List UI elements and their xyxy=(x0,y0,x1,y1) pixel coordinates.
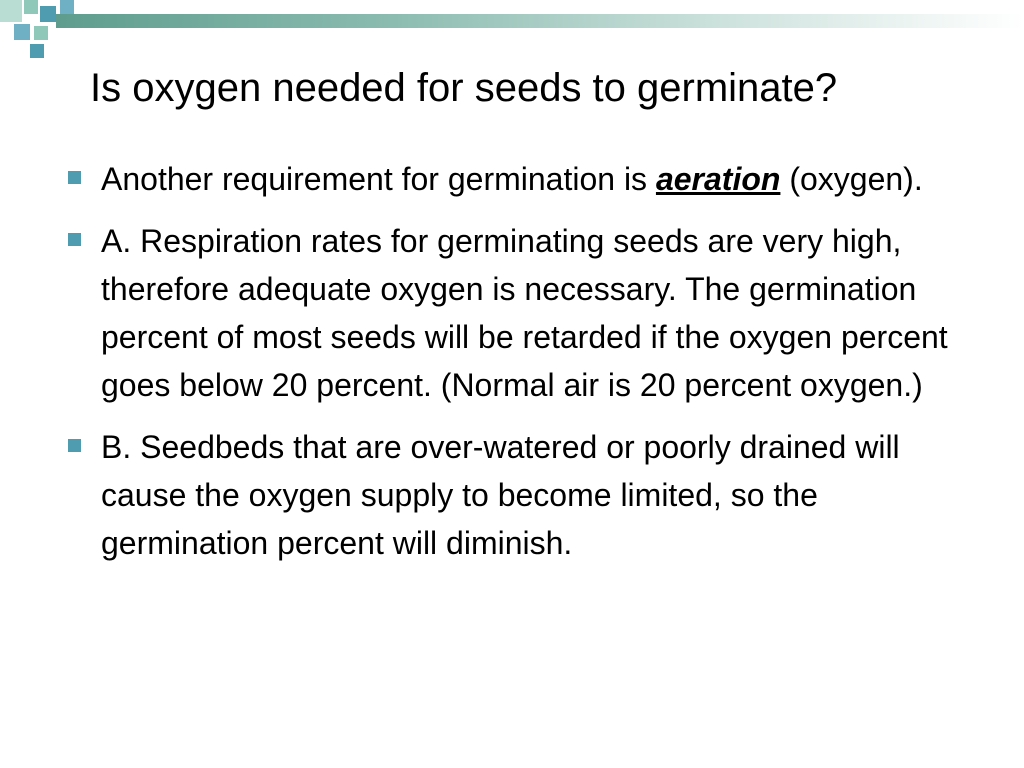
bullet-text: A. Respiration rates for germinating seeds are very high, therefore adequate oxygen is necessary. The germination percent of most seeds will be retarded if the oxygen percent goes below 20 percent. (Normal air is 20 percent oxygen.) xyxy=(101,223,948,403)
square-bullet-icon xyxy=(68,439,81,452)
slide-title: Is oxygen needed for seeds to germinate? xyxy=(90,66,838,110)
emphasized-term: aeration xyxy=(655,161,781,197)
square-bullet-icon xyxy=(68,171,81,184)
decorative-squares-logo xyxy=(0,0,80,62)
logo-square xyxy=(24,0,38,14)
bullet-item xyxy=(66,217,986,409)
logo-square xyxy=(0,0,22,22)
bullet-item xyxy=(66,423,986,567)
header-gradient-band xyxy=(56,14,1024,28)
bullet-item xyxy=(66,155,986,203)
bullet-text: (oxygen). xyxy=(780,161,923,197)
logo-square xyxy=(60,0,74,14)
logo-square xyxy=(14,24,30,40)
square-bullet-icon xyxy=(68,233,81,246)
logo-square xyxy=(34,26,48,40)
logo-square xyxy=(30,44,44,58)
bullet-text: Another requirement for germination is xyxy=(101,161,656,197)
bullet-text: B. Seedbeds that are over-watered or poorly drained will cause the oxygen supply to become limited, so the germination percent will diminish. xyxy=(101,429,900,561)
logo-square xyxy=(40,6,56,22)
bullet-list xyxy=(66,155,986,581)
